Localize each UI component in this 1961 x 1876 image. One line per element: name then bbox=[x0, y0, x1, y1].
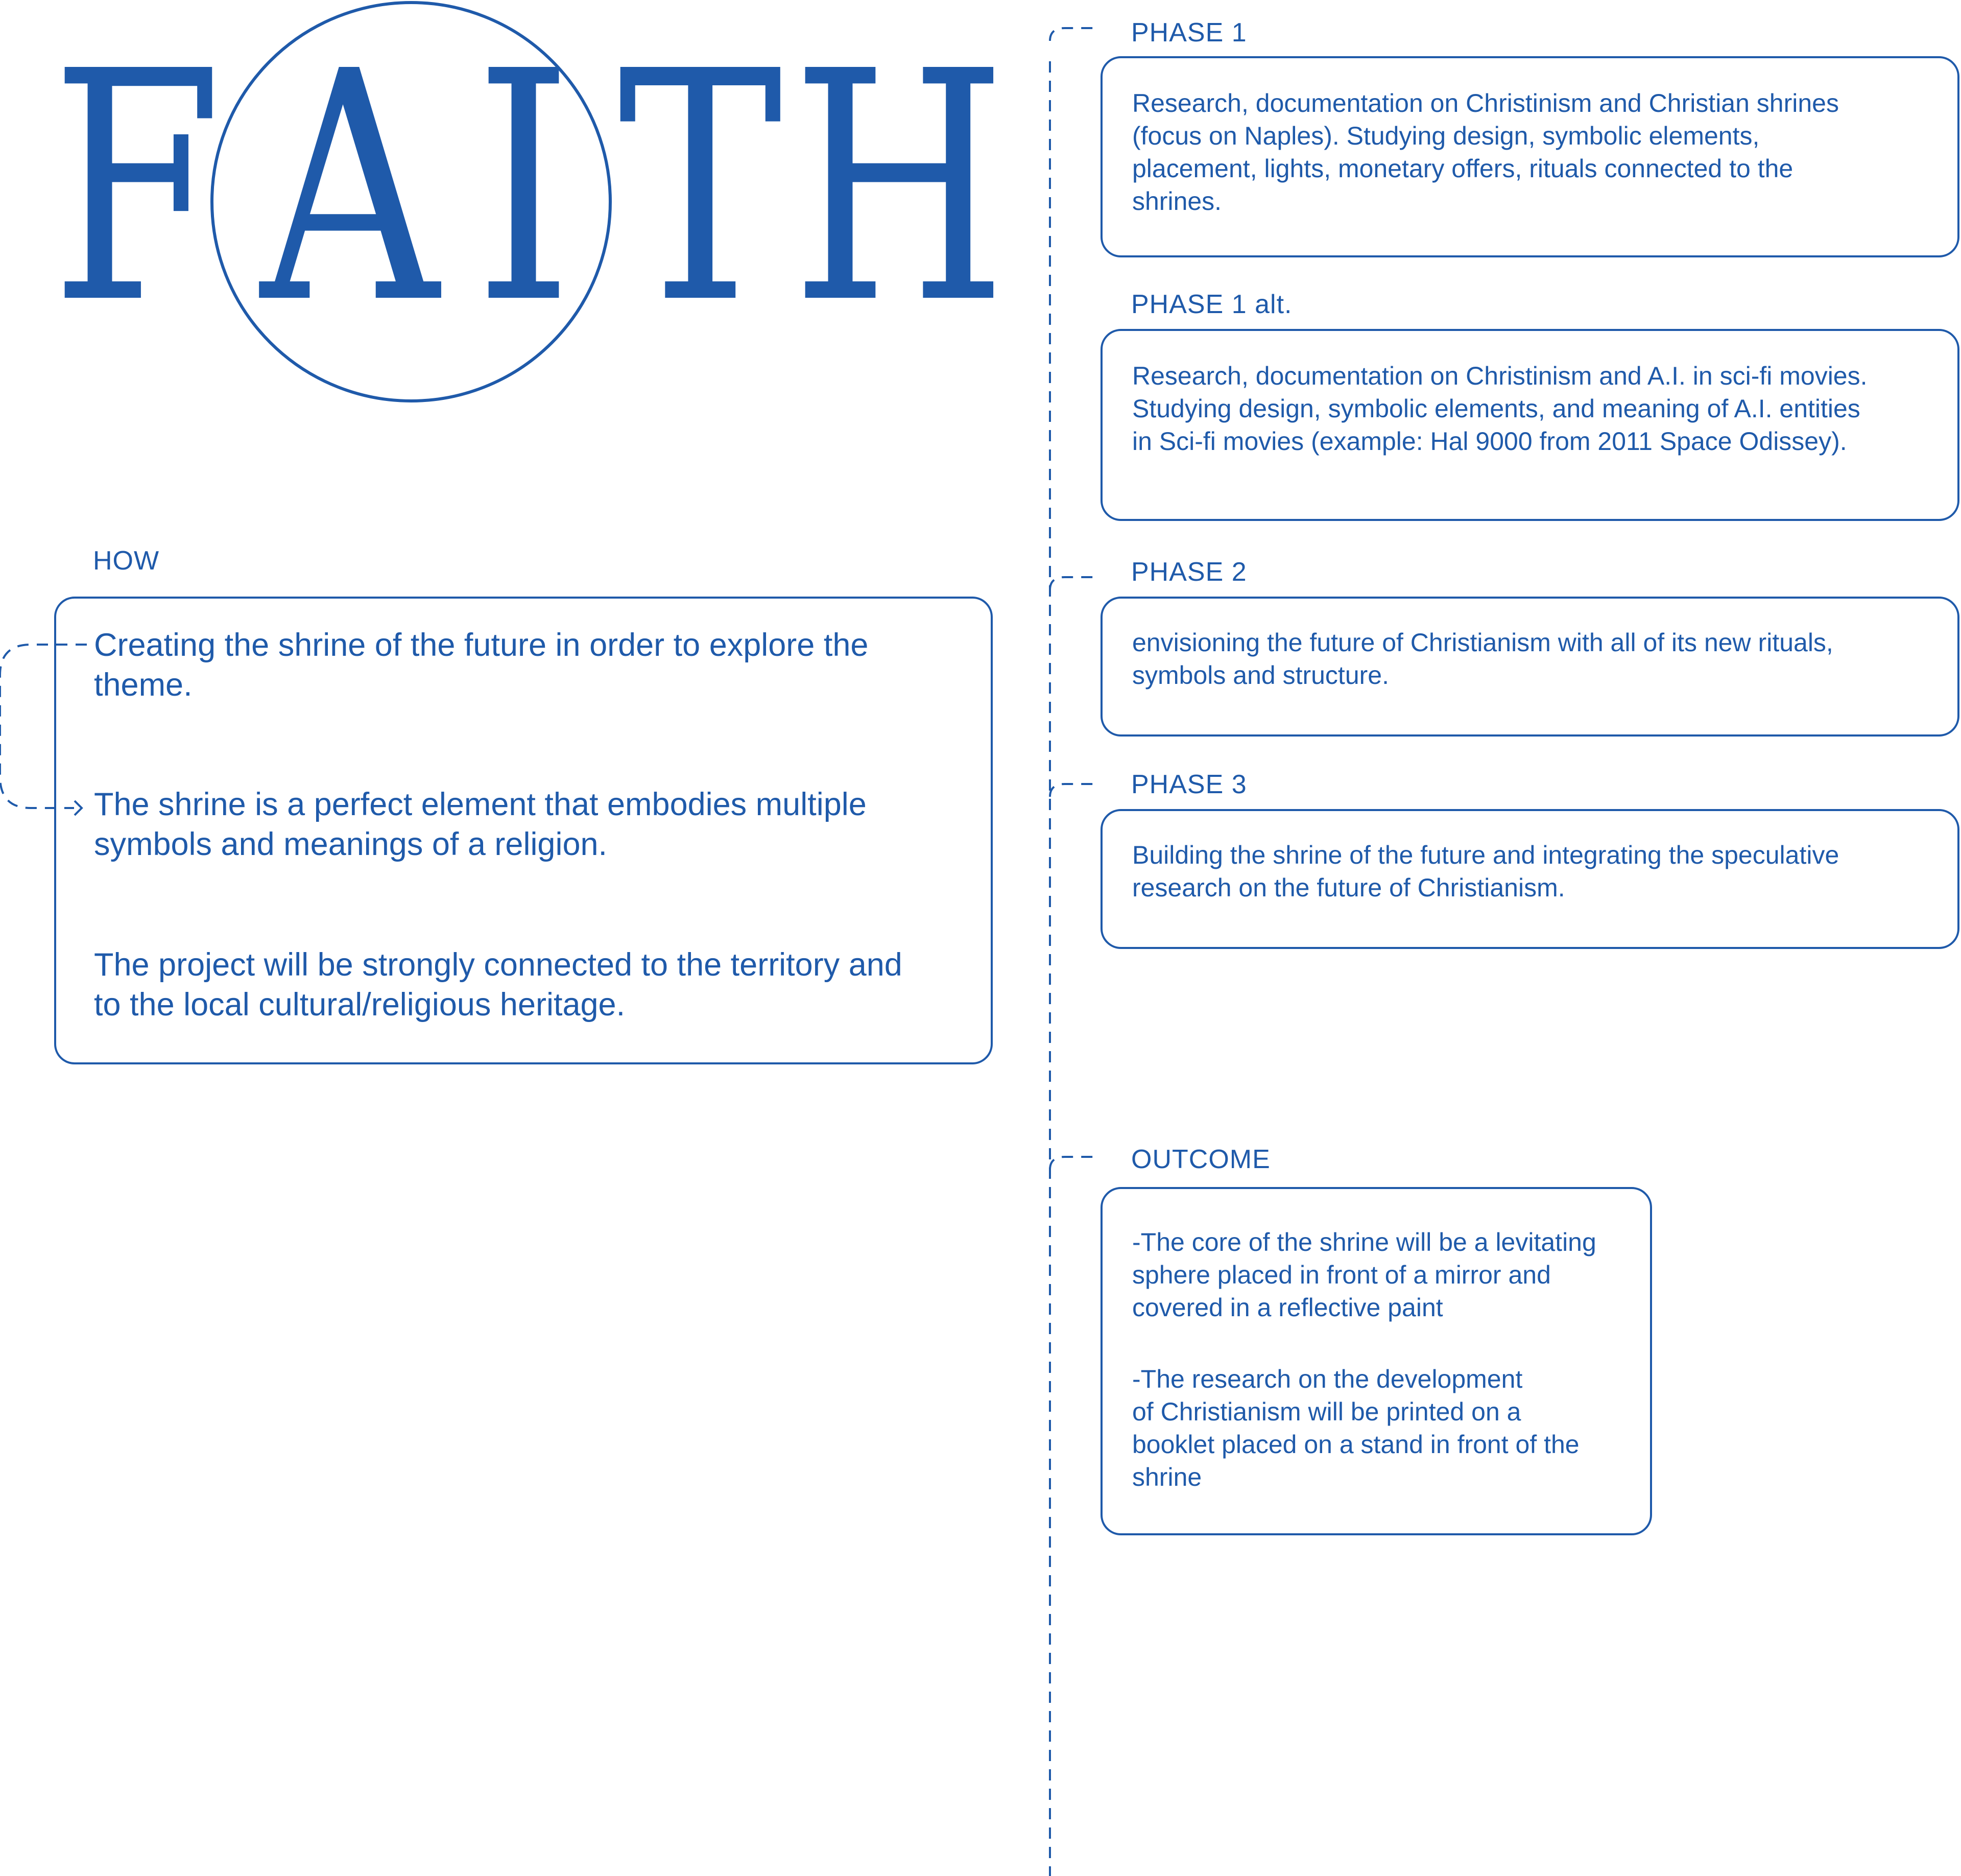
how-box bbox=[54, 597, 993, 1064]
branch-phase-1 bbox=[1050, 28, 1093, 41]
phase-2-text: envisioning the future of Christianism with all of its new rituals, symbols and structure. bbox=[1132, 628, 1833, 690]
title-letter-t: T bbox=[618, 5, 783, 373]
how-paragraph-1: Creating the shrine of the future in order to explore the theme. bbox=[94, 627, 869, 703]
phase-1-text: Research, documentation on Christinism and Christian shrines (focus on Naples). Studying design, symbolic elements, placement, lights, monetary offers, rituals connected to the shrines. bbox=[1132, 89, 1839, 216]
phase-1-alt-box bbox=[1101, 329, 1959, 521]
phase-1-alt-label: PHASE 1 alt. bbox=[1131, 290, 1293, 319]
branch-outcome bbox=[1050, 1157, 1093, 1170]
phase-1-alt-text: Research, documentation on Christinism and A.I. in sci-fi movies. Studying design, symbolic elements, and meaning of A.I. entities in Sci-fi movies (example: Hal 9000 from 2011 Space Odissey). bbox=[1132, 362, 1868, 456]
phase-3-box bbox=[1101, 809, 1959, 949]
outcome-paragraph-1: -The core of the shrine will be a levitating sphere placed in front of a mirror and covered in a reflective paint bbox=[1132, 1228, 1596, 1322]
outcome-box bbox=[1101, 1187, 1652, 1535]
phase-2-box bbox=[1101, 597, 1959, 737]
phase-3-text: Building the shrine of the future and integrating the speculative research on the future of Christianism. bbox=[1132, 841, 1839, 902]
how-label: HOW bbox=[93, 546, 160, 576]
phase-1-label: PHASE 1 bbox=[1131, 18, 1247, 48]
branch-phase-2 bbox=[1050, 577, 1093, 590]
title-letter-h: H bbox=[792, 5, 1007, 373]
how-paragraph-2: The shrine is a perfect element that embodies multiple symbols and meanings of a religion. bbox=[94, 787, 867, 862]
how-paragraph-3: The project will be strongly connected to the territory and to the local cultural/religious heritage. bbox=[94, 947, 902, 1023]
outcome-label: OUTCOME bbox=[1131, 1145, 1271, 1174]
branch-phase-3 bbox=[1050, 784, 1093, 797]
title-letter-a: A bbox=[260, 5, 439, 373]
phase-3-label: PHASE 3 bbox=[1131, 770, 1247, 799]
outcome-paragraph-2: -The research on the development of Christianism will be printed on a booklet placed on a stand in front of the shrine bbox=[1132, 1365, 1580, 1491]
title-letter-i: I bbox=[475, 5, 573, 373]
title-letter-f: F bbox=[51, 5, 223, 373]
phase-1-box bbox=[1101, 56, 1959, 257]
phase-2-label: PHASE 2 bbox=[1131, 557, 1247, 587]
